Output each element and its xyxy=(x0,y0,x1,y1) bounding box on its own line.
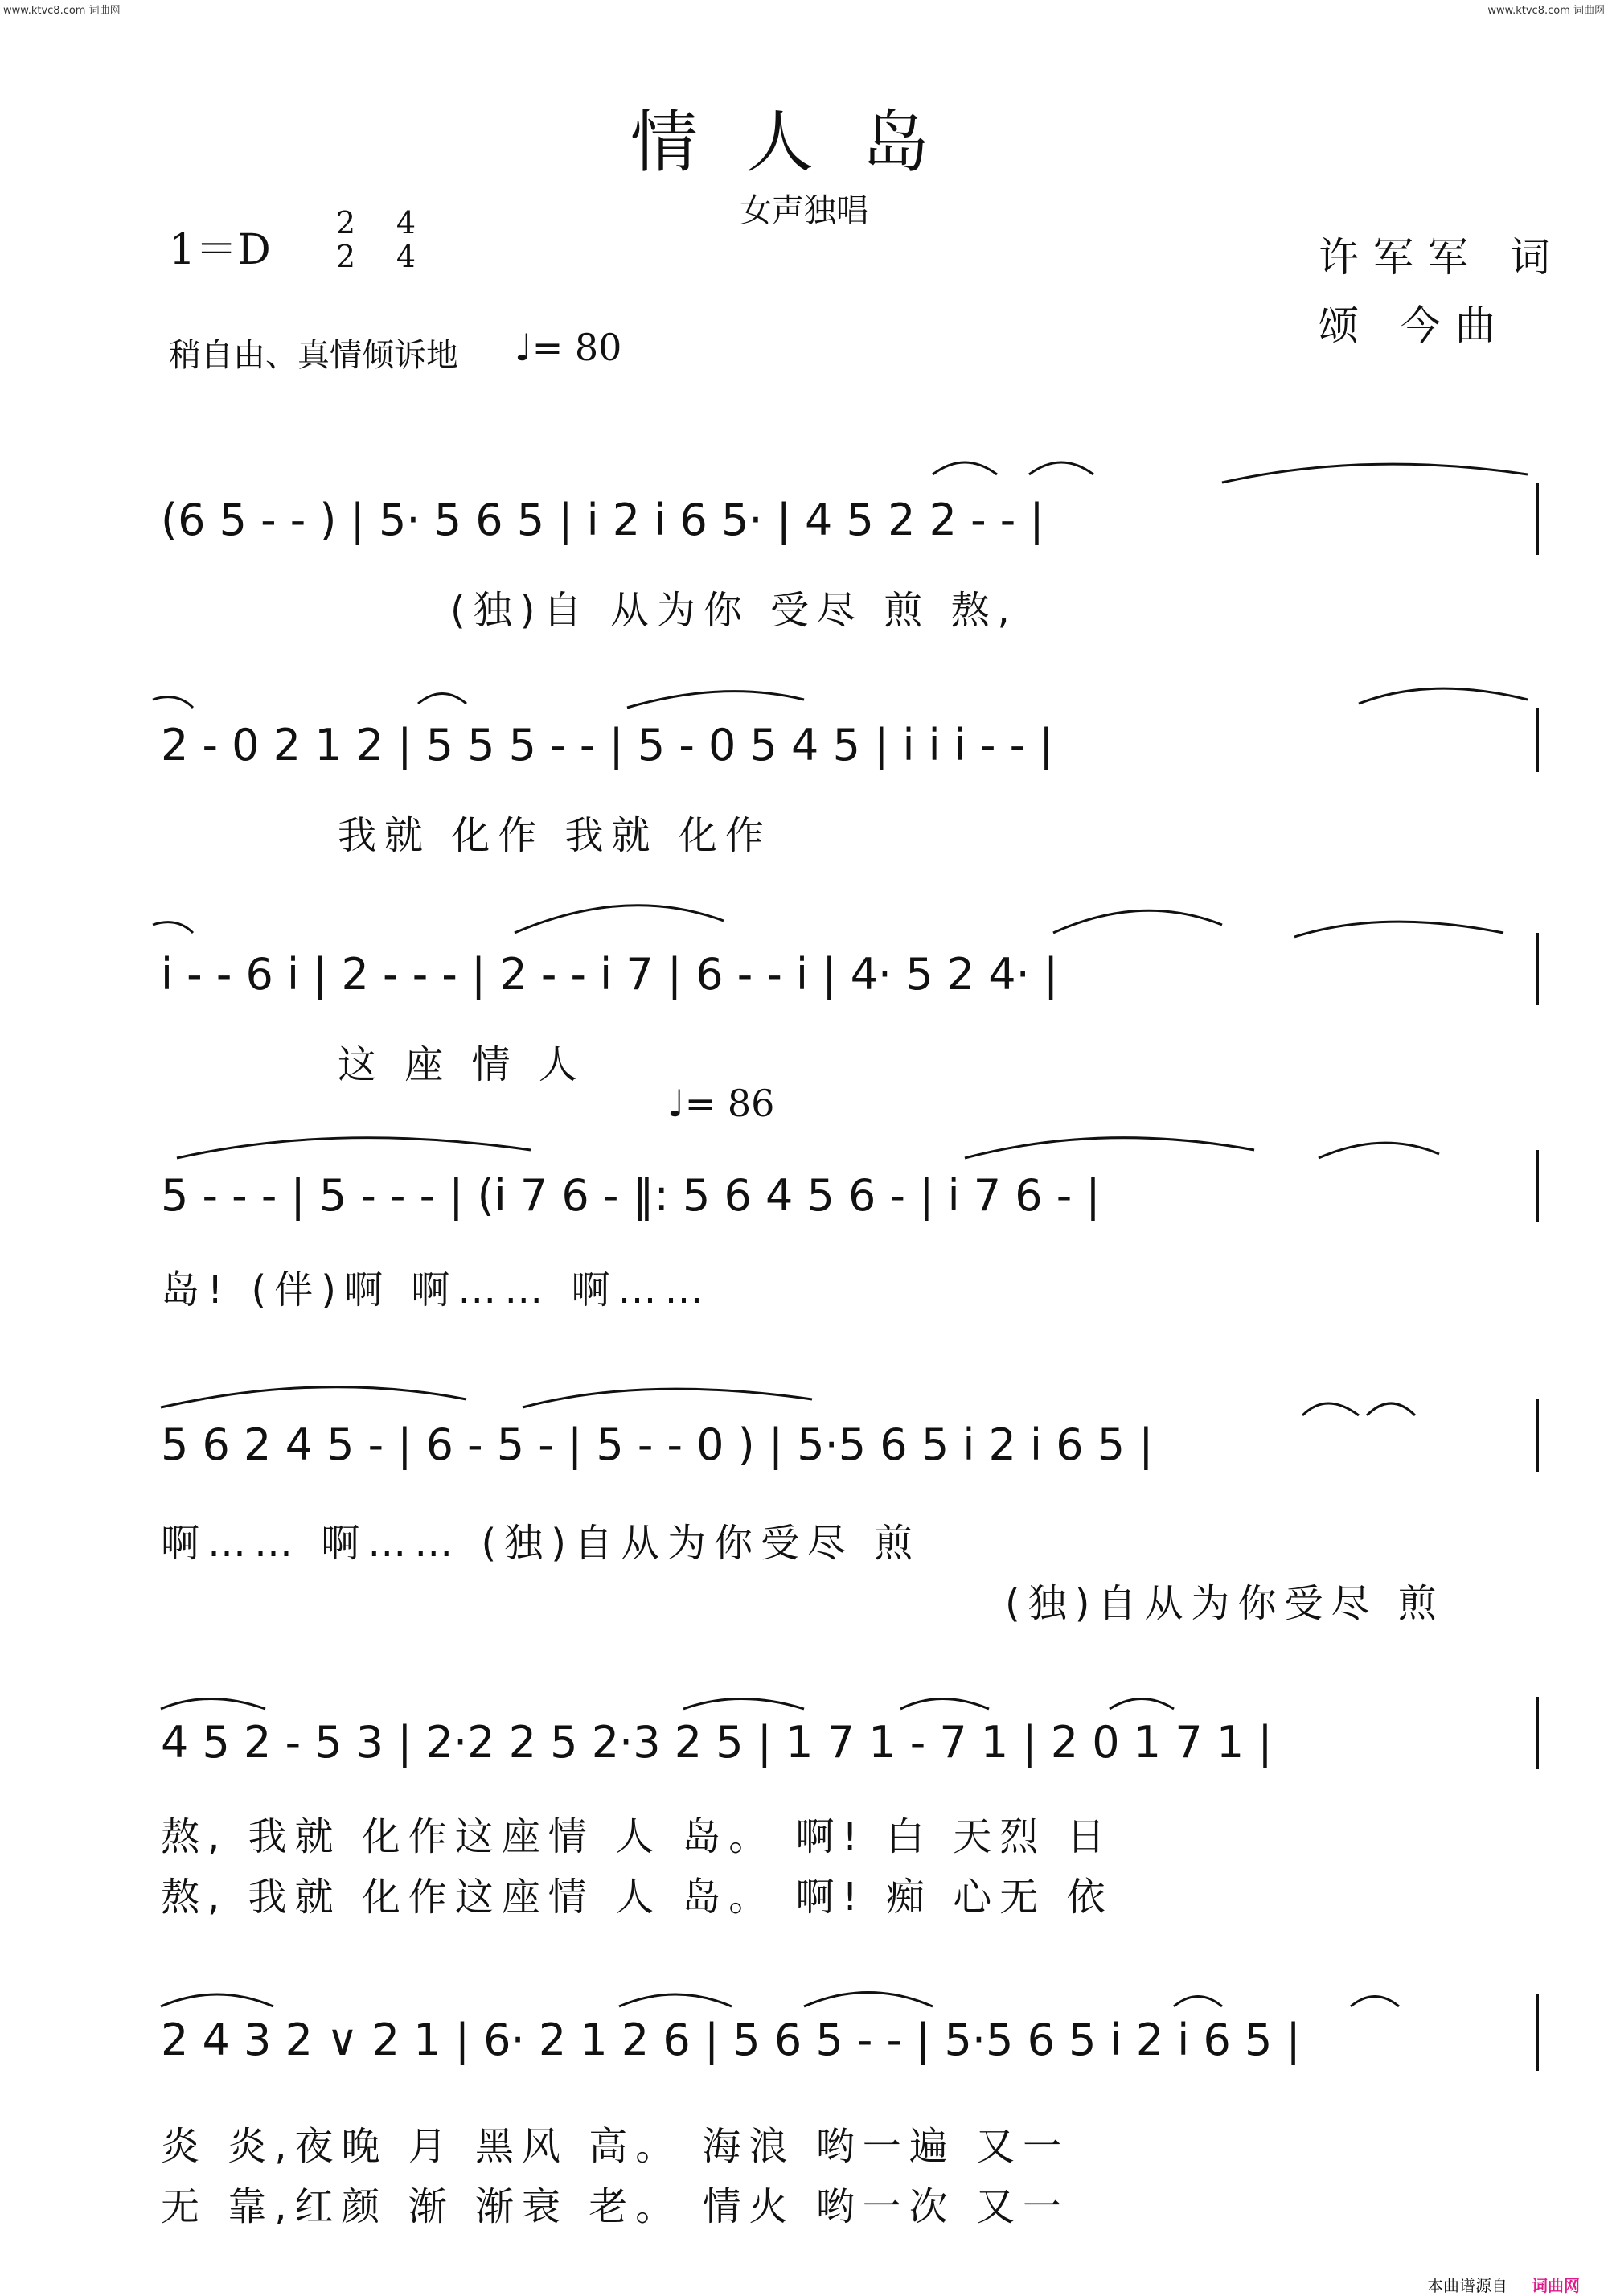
lyric-row-2: 我就 化作 我就 化作 xyxy=(338,813,772,858)
lyric-row-5a: 啊…… 啊…… (独)自从为你受尽 煎 xyxy=(161,1521,921,1566)
expression-mark: 稍自由、真情倾诉地 xyxy=(169,337,458,374)
score-row-5: 5 6 2 4 5 - | 6 - 5 - | 5 - - 0 ) | 5·5 6 5 i 2 i 6 5 | xyxy=(161,1419,1154,1470)
lyric-row-4: 岛! (伴)啊 啊…… 啊…… xyxy=(161,1267,712,1312)
tempo-value-1: = 80 xyxy=(531,326,622,369)
footer-site-logo[interactable]: 词曲网 xyxy=(1532,2276,1580,2295)
watermark-left: www.ktvc8.com 词曲网 xyxy=(3,5,121,17)
slurs xyxy=(153,462,1528,2006)
score-row-2: 2 - 0 2 1 2 | 5 5 5 - - | 5 - 0 5 4 5 | i i i - - | xyxy=(161,720,1054,770)
key-signature: 1＝D xyxy=(169,226,271,274)
score-row-6: 4 5 2 - 5 3 | 2·2 2 5 2·3 2 5 | 1 7 1 - 7 1 | 2 0 1 7 1 | xyxy=(161,1717,1273,1768)
score-row-7: 2 4 3 2 ∨ 2 1 | 6· 2 1 2 6 | 5 6 5 - - | 5·5 6 5 i 2 i 6 5 | xyxy=(161,2015,1301,2065)
lyric-row-3: 这 座 情 人 xyxy=(338,1042,585,1087)
quarter-note-icon: ♩ xyxy=(667,1082,685,1125)
score-row-4: 5 - - - | 5 - - - | (i 7 6 - ‖: 5 6 4 5 6 - | i 7 6 - | xyxy=(161,1170,1101,1221)
score-row-1: (6 5 - - ) | 5· 5 6 5 | i 2 i 6 5· | 4 5 2 2 - - | xyxy=(161,495,1044,545)
song-title: 情人岛 xyxy=(630,103,978,182)
composer-credit: 颂 今曲 xyxy=(1319,302,1510,349)
lyric-row-6a: 熬, 我就 化作这座情 人 岛。 啊! 白 天烈 日 xyxy=(161,1814,1114,1859)
lyric-row-1: (独)自 从为你 受尽 煎 熬, xyxy=(450,588,1018,633)
footer-source-label: 本曲谱源自 xyxy=(1427,2276,1508,2295)
quarter-note-icon: ♩ xyxy=(515,326,532,369)
lyric-row-7b: 无 靠,红颜 渐 渐衰 老。 情火 哟一次 又一 xyxy=(161,2184,1070,2229)
song-subtitle: 女声独唱 xyxy=(740,192,868,229)
watermark-right: www.ktvc8.com 词曲网 xyxy=(1487,5,1605,17)
lyricist-credit: 许军军 词 xyxy=(1319,234,1565,281)
lyric-row-5b: (独)自从为你受尽 煎 xyxy=(1005,1581,1445,1626)
meter-numerator-2: 4 xyxy=(396,205,416,240)
tempo-value-2: = 86 xyxy=(684,1082,775,1125)
score-row-3: i - - 6 i | 2 - - - | 2 - - i 7 | 6 - - i | 4· 5 2 4· | xyxy=(161,949,1059,1000)
meter-denominator-1: 2 xyxy=(335,239,356,274)
lyric-row-6b: 熬, 我就 化作这座情 人 岛。 啊! 痴 心无 依 xyxy=(161,1875,1114,1920)
meter-denominator-2: 4 xyxy=(396,239,416,274)
lyric-row-7a: 炎 炎,夜晚 月 黑风 高。 海浪 哟一遍 又一 xyxy=(161,2124,1070,2169)
meter-numerator-1: 2 xyxy=(335,205,356,240)
